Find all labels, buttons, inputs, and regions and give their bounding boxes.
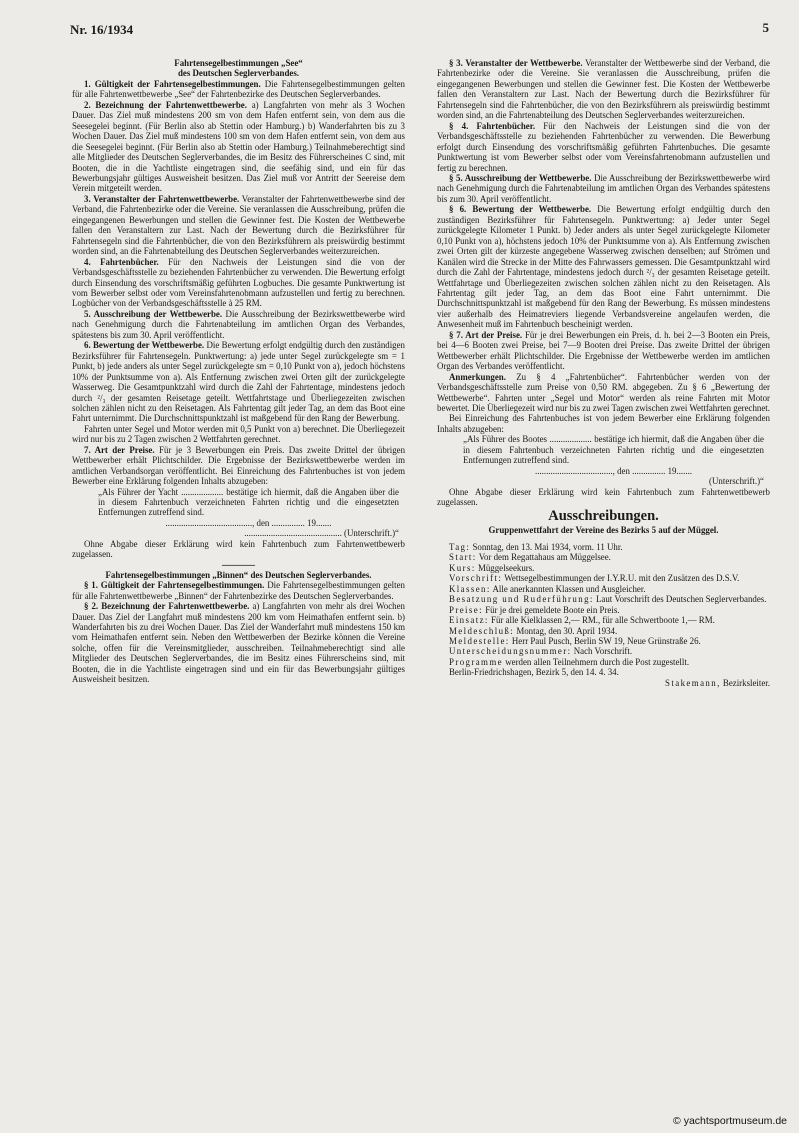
regatta-programmes-value: werden allen Teilnehmern durch die Post zugestellt. — [503, 656, 690, 667]
regatta-start — [437, 552, 770, 562]
see-section-5-heading: 5. Ausschreibung der Wettbewerbe. — [84, 308, 223, 319]
regatta-prizes-value: Für je drei gemeldete Boote ein Preis. — [482, 604, 620, 615]
regatta-sail-number — [437, 646, 770, 656]
regatta-start-label: Start: — [449, 552, 477, 563]
regatta-programmes-label: Programme — [449, 656, 504, 667]
see-section-2-heading: 2. Bezeichnung der Fahrtenwettbewerbe. — [84, 99, 247, 110]
binnen-section-4-heading: § 4. Fahrtenbücher. — [449, 120, 536, 131]
regatta-course — [437, 563, 770, 573]
see-section-2 — [72, 100, 405, 194]
binnen-section-7 — [437, 330, 770, 372]
binnen-section-3-heading: § 3. Veranstalter der Wettbewerbe. — [449, 58, 583, 68]
binnen-remarks — [437, 372, 770, 414]
regatta-deadline-label: Meldeschluß: — [449, 625, 515, 636]
binnen-remarks-heading: Anmerkungen. — [449, 371, 506, 382]
regatta-fee — [437, 615, 770, 625]
see-section-1-text: Die Fahrtensegelbestimmungen gelten für alle Fahrtenwettbewerbe „See“ der Fahrtenbezirke des Deutschen Seglerverbandes. — [72, 78, 405, 100]
see-section-1 — [72, 79, 405, 100]
binnen-section-3 — [437, 58, 770, 121]
binnen-section-6 — [437, 204, 770, 329]
see-section-6-text: Die Bewertung erfolgt endgültig durch den zuständigen Bezirksführer für Fahrtensegeln. Punktwertung: a) jede unter Segel zurückgelegte sm = 1 Punkt, b) jede anders als unter Segel zurückgelegte sm = 0,10 Punkt von a), jedoch höchstens 10% der Punktsumme von a). Als Entfernung zwischen zwei Orten gilt der zurückgelegte Wasserweg. Die Gesamtpunktzahl wird durch die Zahl der Fahrtentage, mindestens jedoch durch ²/₃ der gesamten Reisetage geteilt. Wettfahrtstage und Überliegezeiten zwischen solchen zählen nicht zu den Reisetagen. Als Fahrtentag gilt jeder Tag, an dem das Boot eine Fahrt unternimmt. Die Durchschnittspunktzahl ist maßgebend für den Rang der Bewerbung. — [72, 340, 405, 424]
see-section-4-heading: 4. Fahrtenbücher. — [84, 256, 159, 267]
page-header — [70, 20, 769, 42]
binnen-section-7-text: Für je drei Bewerbungen ein Preis, d. h. bei 2—3 Booten ein Preis, bei 4—6 Booten zwei Preise, bei 7—9 Booten drei Preise. Das zweite Drittel der übrigen Wettbewerber erhält Plichtschilder. Die Ergebnisse der Wettbewerbe werden im amtlichen Organ des Verbandes veröffentlicht. — [437, 329, 770, 372]
see-title-line-1: Fahrtensegelbestimmungen „See“ — [174, 58, 303, 68]
regatta-date-value: Sonntag, den 13. Mai 1934, vorm. 11 Uhr. — [470, 541, 623, 552]
binnen-section-2 — [72, 601, 405, 685]
regatta-deadline-value: Montag, den 30. April 1934. — [514, 625, 618, 636]
binnen-section-2-text: a) Langfahrten von mehr als drei Wochen Dauer. Das Ziel der Langfahrt muß mindestens 200 km vom Heimathafen entfernt sein. b) Wanderfahrten bis zu drei Wochen Dauer. Das Ziel der Wanderfahrt muß mindestens 150 km vom Heimathafen entfernt sein. Neben den Wettbewerben der Bezirke können die Vereine solche, offen für die Vereinsmitglieder, ausschreiben. Teilnahmeberechtigt sind alle Mitglieder des Deutschen Seglerverbandes, die im Besitz eines Führerscheins sind, mit Booten, die in die Yachtliste eingetragen sind und ein für das Bewerbungsjahr gültiges Ausweisheit besitzen. — [72, 601, 405, 685]
binnen-declaration-text: „Als Führer des Bootes ................... bestätige ich hiermit, daß die Angaben über die in diesem Fahrtenbuch verzeichneten Fahrten richtig und die eingesetzten Entfernungen zutreffend sind. — [463, 434, 764, 466]
binnen-section-1-heading: § 1. Gültigkeit der Fahrtensegelbestimmungen. — [84, 580, 265, 591]
binnen-section-7-heading: § 7. Art der Preise. — [449, 329, 523, 340]
see-section-4 — [72, 257, 405, 309]
regatta-date-label: Tag: — [449, 541, 471, 552]
binnen-section-5 — [437, 173, 770, 204]
see-declaration-signature: ............................................ (Unterschrift.)“ — [244, 528, 399, 539]
see-section-4-text: Für den Nachweis der Leistungen sind die von der Verbandsgeschäftsstelle zu beziehenden Fahrtenbücher zu verwenden. Die Bewertung erfolgt durch Einsendung des vorschriftsmäßig geführten Logbuches. Die gesamte Punktwertung ist vom Bewerber selbst oder vom Vereinsfahrtenobmann aufzustellen und fertig zu berechnen. Logbücher von der Verbandsgeschäftsstelle à 25 RM. — [72, 256, 406, 309]
regatta-prizes-label: Preise: — [449, 604, 483, 615]
see-section-2-text: a) Langfahrten von mehr als 3 Wochen Dauer. Das Ziel muß mindestens 200 sm von dem Hafen entfernt sein, von dem aus die Seesegelei beginnt. (Für Berlin also ab Stettin oder Hamburg.) b) Wanderfahrten bis zu 3 Wochen Dauer. Das Ziel muß mindestens 100 sm von dem Hafen entfernt sein, von dem aus die Seesegelei beginnt. (Für Berlin also ab Stettin oder Hamburg.) Teilnahmeberechtigt sind alle Mitglieder des Deutschen Seglerverbandes, die im Besitz des Führerscheines C sind, mit Booten, die in die Yachtliste eingetragen sind, die seefähig sind, und ein für das Bewerbungsjahr gültiges Ausweisheit besitzen. Das Ziel muß vor Antritt der Seereise dem Verein mitgeteilt werden. — [72, 99, 405, 194]
binnen-section-1 — [72, 580, 405, 601]
regatta-rules — [437, 573, 770, 583]
see-closing-note: Ohne Abgabe dieser Erklärung wird kein Fahrtenbuch zum Fahrtenwettbewerb zugelassen. — [72, 538, 405, 560]
regatta-deadline — [437, 626, 770, 636]
regatta-fee-value: Für alle Kielklassen 2,— RM., für alle Schwertboote 1,— RM. — [488, 615, 715, 626]
regatta-rules-label: Vorschrift: — [449, 573, 503, 584]
regatta-title: Gruppenwettfahrt der Vereine des Bezirks 5 auf der Müggel. — [488, 525, 719, 536]
see-section-7 — [72, 445, 405, 487]
binnen-section-3-text: Veranstalter der Wettbewerbe sind der Verband, die Fahrtenbezirke oder die Vereine. Sie veranlassen die Ausschreibung, prüfen die eingegangenen Bewerbungen und stellen die Gewinner fest. Die Kosten der Wettbewerbe fallen den Veranstaltern zur Last. Nach der Bewertung durch die Bezirksführer für Fahrtensegeln sind die Fahrtenbücher, die von den Bezirksführern als preiswürdig bestimmt worden sind, an die Fahrtenabteilung des Deutschen Seglerverbandes weiterzureichen. — [437, 58, 770, 121]
regatta-entry-office — [437, 636, 770, 646]
see-section-6 — [72, 340, 405, 424]
binnen-section-4 — [437, 121, 770, 173]
binnen-remarks-declaration: Bei Einreichung des Fahrtenbuches ist von jedem Bewerber eine Erklärung folgenden Inhalts abzugeben: — [437, 413, 770, 434]
regatta-crew — [437, 594, 770, 604]
copyright-watermark: © yachtsportmuseum.de — [673, 1115, 787, 1127]
regatta-classes — [437, 584, 770, 594]
signer-role: Bezirksleiter. — [720, 677, 770, 688]
ausschreibungen-heading: Ausschreibungen. — [548, 508, 659, 525]
see-section-3-heading: 3. Veranstalter der Fahrtenwettbewerbe. — [84, 193, 240, 204]
see-section-5-text: Die Ausschreibung der Bezirkswettbewerbe wird nach Genehmigung durch die Fahrtenabteilung im amtlichen Organ des Verbandes, spätestens bis zum 30. April veröffentlicht. — [72, 308, 405, 340]
regatta-entry-office-value: Herr Paul Pusch, Berlin SW 19, Neue Grünstraße 26. — [509, 636, 701, 647]
binnen-title: Fahrtensegelbestimmungen „Binnen“ des Deutschen Seglerverbandes. — [105, 569, 372, 580]
binnen-declaration-date: ..................................., den ............... 19....... — [534, 465, 693, 476]
binnen-section-2-heading: § 2. Bezeichnung der Fahrtenwettbewerbe. — [84, 601, 250, 612]
regatta-date — [437, 542, 770, 552]
regatta-rules-value: Wettsegelbestimmungen der I.Y.R.U. mit den Zusätzen des D.S.V. — [502, 573, 740, 584]
regatta-course-value: Müggelseekurs. — [475, 562, 535, 573]
see-section-6-motor: Fahrten unter Segel und Motor werden mit 0,5 Punkt von a) berechnet. Die Überliegezeit wird nur bis zu 2 Tagen zwischen 2 Wettfahrten gerechnet. — [72, 423, 405, 445]
see-declaration-date: ......................................., den ............... 19....... — [165, 517, 332, 528]
regatta-crew-label: Besatzung und Ruderführung: — [449, 594, 594, 605]
see-section-6-heading: 6. Bewertung der Wettbewerbe. — [84, 340, 205, 351]
binnen-section-4-text: Für den Nachweis der Leistungen sind die von der Verbandsgeschäftsstelle zu beziehenden Fahrtenbücher zu verwenden. Die Bewerbung erfolgt durch Einsendung des vorschriftsmäßig geführten Fahrtenbuches. Die gesamte Punktwertung ist vom Bewerber selbst oder vom Vereinsfahrtenobmann aufzustellen und fertig zu berechnen. — [437, 120, 771, 173]
see-section-7-heading: 7. Art der Preise. — [84, 444, 155, 455]
left-column — [72, 58, 405, 685]
binnen-section-6-text: Die Bewertung erfolgt endgültig durch den zuständigen Bezirksführer für Fahrtensegeln. Punktwertung: a) Jeder unter Segel zurückgelegte Kilometer 1 Punkt. b) Jeder anders als unter Segel zurückgelegte Kilometer 0,10 Punkt von a), höchstens jedoch 10% der Punktsumme von a). Als Entfernung zwischen zwei Orten gilt der kürzeste angegebene Wasserweg zwischen denselben; auf Strömen und Kanälen wird die Strecke in der Mitte des Fahrwassers gemessen. Die Gesamtpunktzahl wird durch die Zahl der Fahrtentage, mindestens jedoch durch ²/₃ der gesamten Reisetage geteilt. Wettfahrtage und Überliegezeiten zwischen solchen zählen nicht zu den Reisetagen. Als Fahrtentag gilt jeder Tag, an dem das Boot eine Fahrt unternimmt. Die Durchschnittspunktzahl ist maßgebend für den Rang der Bewerbung. Es müssen mindestens vier außerhalb des Heimatreviers liegende Verbandsvereine angelaufen werden, die Anwesenheit muß im Fahrtenbuch bescheinigt werden. — [437, 204, 770, 330]
regatta-sail-number-value: Nach Vorschrift. — [571, 646, 633, 657]
regatta-classes-label: Klassen: — [449, 583, 491, 594]
binnen-section-6-heading: § 6. Bewertung der Wettbewerbe. — [449, 204, 592, 215]
regatta-fee-label: Einsatz: — [449, 615, 489, 626]
see-section-3 — [72, 194, 405, 257]
regatta-prizes — [437, 605, 770, 615]
signer-name: Stakemann, — [665, 677, 721, 688]
see-title-line-2: des Deutschen Seglerverbandes. — [177, 68, 300, 79]
see-section-5 — [72, 309, 405, 340]
binnen-declaration-signature: (Unterschrift.)“ — [709, 476, 764, 487]
binnen-section-5-text: Die Ausschreibung der Bezirkswettbewerbe wird nach Genehmigung durch die Fahrtenabteilung im amtlichen Organ des Verbandes spätestens bis zum 30. April veröffentlicht. — [437, 172, 770, 204]
regatta-crew-value: Laut Vorschrift des Deutschen Seglerverbandes. — [593, 594, 767, 605]
regatta-signature — [437, 678, 770, 688]
see-section-3-text: Veranstalter der Fahrtenwettbewerbe sind der Verband, die Fahrtenbezirke oder die Vereine. Sie veranlassen die Ausschreibung, prüfen die eingegangenen Bewerbungen und stellen die Gewinner fest. Die Kosten der Wettbewerbe fallen den Veranstaltern zur Last. Nach der Bewertung durch die Bezirksführer für Fahrtensegeln sind die Fahrtenbücher, die von den Bezirksführern als preiswürdig bestimmt worden sind, an die Fahrtenabteilung des Deutschen Seglerverbandes weiterzureichen. — [72, 193, 405, 257]
regatta-classes-value: Alle anerkannten Klassen und Ausgleicher. — [490, 583, 646, 594]
regatta-programmes — [437, 657, 770, 667]
right-column — [437, 58, 770, 688]
regatta-sail-number-label: Unterscheidungsnummer: — [449, 646, 572, 657]
regatta-start-value: Vor dem Regattahaus am Müggelsee. — [476, 552, 611, 563]
regatta-entry-office-label: Meldestelle: — [449, 636, 510, 647]
issue-number: Nr. 16/1934 — [70, 22, 134, 37]
see-section-1-heading: 1. Gültigkeit der Fahrtensegelbestimmungen. — [84, 78, 261, 89]
regatta-place-date: Berlin-Friedrichshagen, Bezirk 5, den 14. 4. 34. — [449, 667, 619, 678]
see-declaration-text: „Als Führer der Yacht ................... bestätige ich hiermit, daß die Angaben über die in diesem Fahrtenbuch verzeichneten Fahrten richtig und die eingesetzten Entfernungen zutreffend sind. — [98, 486, 399, 518]
page-number: 5 — [762, 20, 769, 35]
regatta-course-label: Kurs: — [449, 562, 476, 573]
section-separator: ——— — [222, 558, 255, 571]
see-section-7-text: Für je 3 Bewerbungen ein Preis. Das zweite Drittel der übrigen Wettbewerber erhält Plichtschilder. Die Ergebnisse der Bezirkswettbewerbe werden im amtlichen Verbandsorgan veröffentlicht. Bei Einreichung des Fahrtenbuches ist von jedem Bewerber eine Erklärung folgenden Inhalts abzugeben: — [72, 444, 406, 487]
binnen-remarks-text: Zu § 4 „Fahrtenbücher“. Fahrtenbücher werden von der Verbandsgeschäftsstelle zum Preise von 0,50 RM. abgegeben. Zu § 6 „Bewertung der Wettbewerbe“. Fahrten unter „Segel und Motor“ werden als reine Fahrten mit Motor bewertet. Die Überliegezeit wird nur bis zu zwei Tagen zwischen zwei Wettfahrten gerechnet. — [437, 371, 770, 413]
binnen-closing-note: Ohne Abgabe dieser Erklärung wird kein Fahrtenbuch zum Fahrtenwettbewerb zugelassen. — [437, 486, 770, 508]
binnen-section-1-text: Die Fahrtensegelbestimmungen gelten für alle Fahrtenwettbewerbe „Binnen“ der Fahrtenbezirke des Deutschen Seglerverbandes. — [72, 580, 405, 601]
binnen-section-5-heading: § 5. Ausschreibung der Wettbewerbe. — [449, 172, 592, 183]
